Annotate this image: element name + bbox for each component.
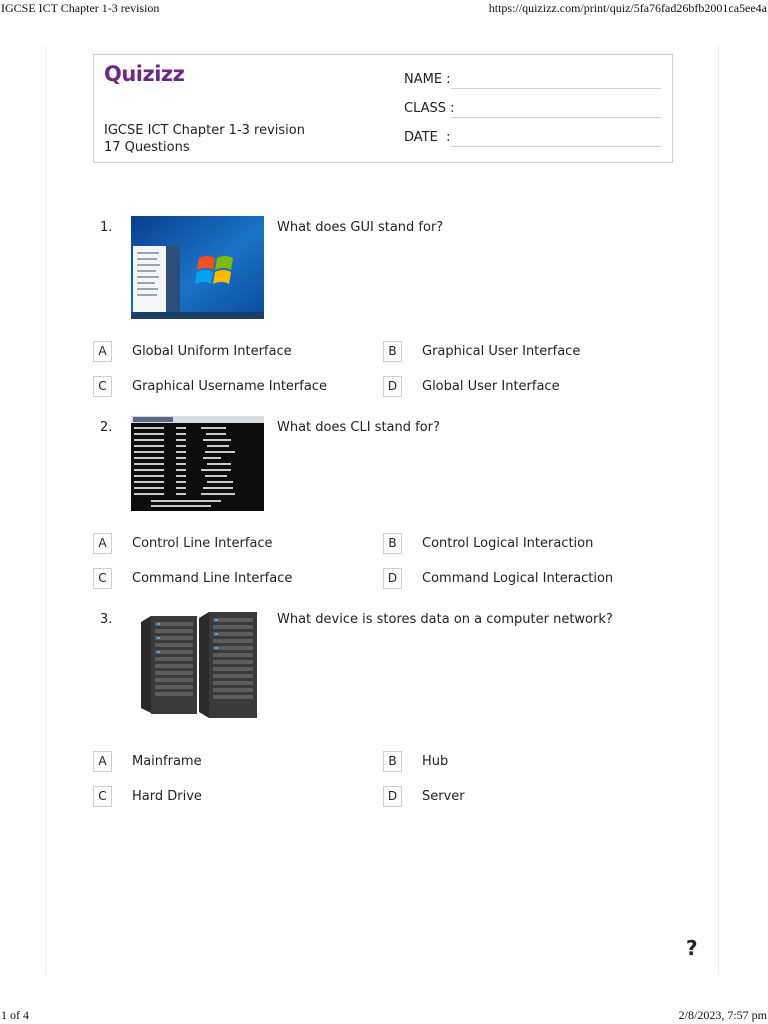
question-text: What does GUI stand for? [277,220,444,235]
option-b[interactable] [383,533,663,555]
option-d[interactable] [383,786,663,808]
command-prompt-icon [131,416,264,511]
date-label: DATE : [404,130,451,145]
option-text: Mainframe [132,754,202,769]
option-letter: D [383,568,402,589]
question-text: What device is stores data on a computer network? [277,612,613,627]
option-letter: D [383,376,402,397]
question-count: 17 Questions [104,140,190,155]
help-button[interactable]: ? [686,936,698,960]
quiz-title: IGCSE ICT Chapter 1-3 revision [104,123,305,138]
option-c[interactable] [93,376,373,398]
option-text: Global Uniform Interface [132,344,292,359]
option-a[interactable] [93,341,373,363]
option-text: Graphical Username Interface [132,379,327,394]
option-a[interactable] [93,533,373,555]
option-letter: A [93,533,112,554]
option-b[interactable] [383,341,663,363]
option-letter: A [93,341,112,362]
date-line[interactable] [451,146,661,147]
page-indicator: 1 of 4 [1,1008,29,1022]
option-letter: D [383,786,402,807]
question-number: 1. [100,220,113,235]
option-a[interactable] [93,751,373,773]
option-b[interactable] [383,751,663,773]
question-text: What does CLI stand for? [277,420,440,435]
option-letter: B [383,533,402,554]
question-number: 2. [100,420,113,435]
option-text: Global User Interface [422,379,560,394]
option-d[interactable] [383,568,663,590]
quiz-info-box [93,54,673,163]
option-letter: B [383,341,402,362]
option-text: Command Line Interface [132,571,293,586]
option-c[interactable] [93,568,373,590]
option-letter: C [93,376,112,397]
option-d[interactable] [383,376,663,398]
name-line[interactable] [451,88,661,89]
quiz-page [45,45,719,975]
option-text: Graphical User Interface [422,344,581,359]
option-text: Hard Drive [132,789,202,804]
class-line[interactable] [451,117,661,118]
print-datetime: 2/8/2023, 7:57 pm [678,1008,767,1022]
option-text: Control Logical Interaction [422,536,594,551]
name-label: NAME : [404,72,451,87]
document-title: IGCSE ICT Chapter 1-3 revision [1,1,160,15]
server-rack-icon [131,608,264,723]
option-text: Command Logical Interaction [422,571,614,586]
option-letter: C [93,568,112,589]
question-number: 3. [100,612,113,627]
option-letter: C [93,786,112,807]
document-url: https://quizizz.com/print/quiz/5fa76fad26bfb2001ca5ee4a [488,1,767,15]
option-text: Control Line Interface [132,536,273,551]
class-label: CLASS : [404,101,455,116]
option-text: Server [422,789,465,804]
option-letter: A [93,751,112,772]
quizizz-logo: Quizizz [104,62,185,86]
print-header [0,0,768,16]
print-footer [0,1008,768,1024]
option-c[interactable] [93,786,373,808]
option-letter: B [383,751,402,772]
windows-desktop-icon [131,216,264,319]
option-text: Hub [422,754,449,769]
